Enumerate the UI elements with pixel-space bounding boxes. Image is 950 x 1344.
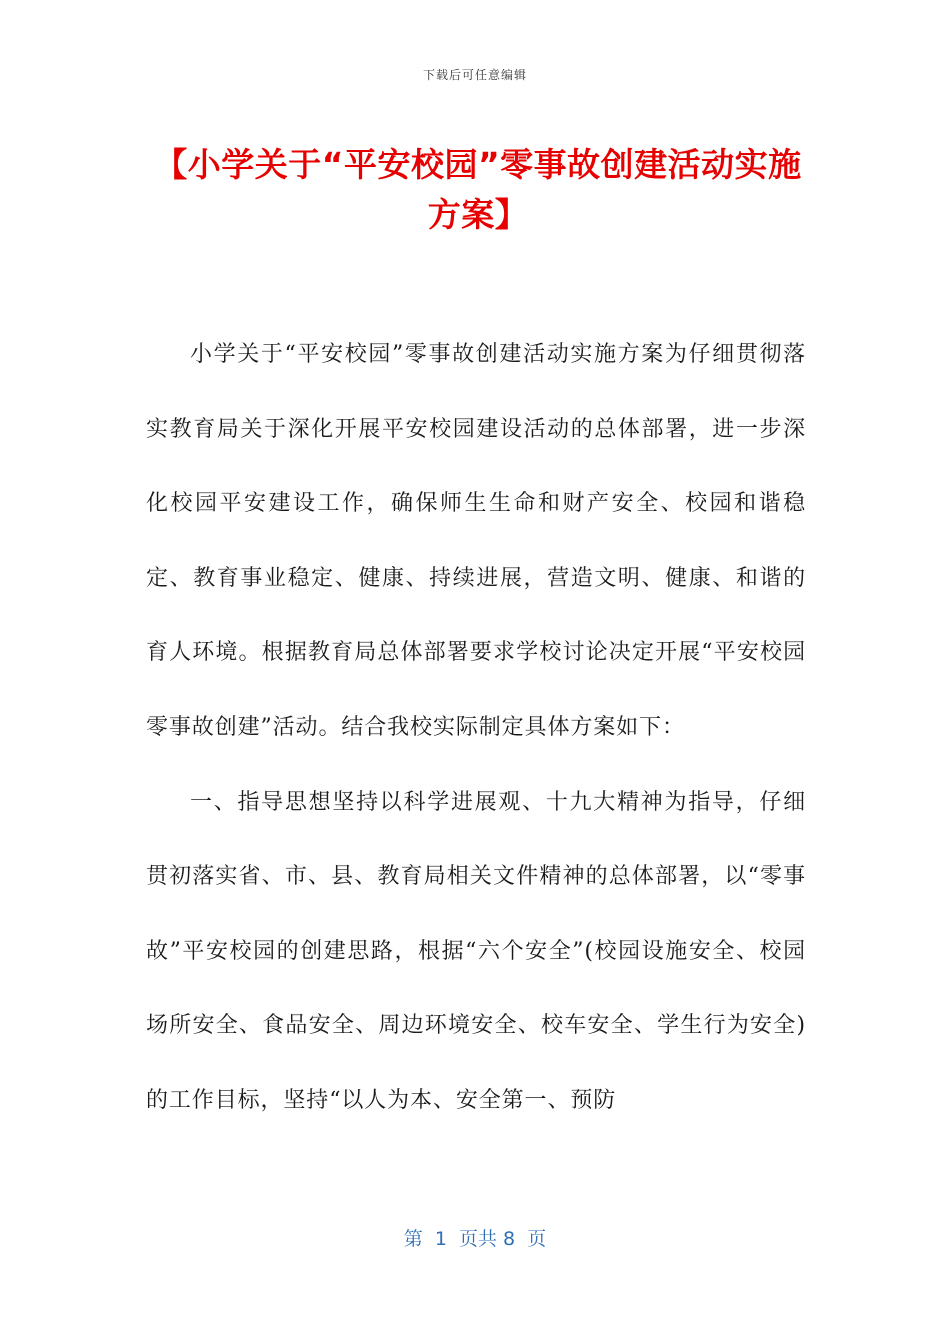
body-paragraph-guiding-ideology: 一、指导思想坚持以科学进展观、十九大精神为指导，仔细贯初落实省、市、县、教育局相关文件精神的总体部署，以“零事故”平安校园的创建思路，根据“六个安全”(校园设施安全、校园场所安全、食品安全、周边环境安全、校车安全、学生行为安全)的工作目标，坚持“以人为本、安全第一、预防 bbox=[146, 789, 806, 1113]
document-title: 【小学关于“平安校园”零事故创建活动实施方案】 bbox=[154, 145, 802, 234]
body-paragraph-intro: 小学关于“平安校园”零事故创建活动实施方案为仔细贯彻落实教育局关于深化开展平安校园建设活动的总体部署，进一步深化校园平安建设工作，确保师生生命和财产安全、校园和谐稳定、教育事业稳定、健康、持续进展，营造文明、健康、和谐的育人环境。根据教育局总体部署要求学校讨论决定开展“平安校园零事故创建”活动。结合我校实际制定具体方案如下： bbox=[146, 342, 806, 740]
document-body bbox=[146, 318, 806, 1139]
header-note: 下载后可任意编辑 bbox=[422, 68, 527, 82]
page-number-footer: 第 1 页共 8 页 bbox=[403, 1228, 547, 1250]
